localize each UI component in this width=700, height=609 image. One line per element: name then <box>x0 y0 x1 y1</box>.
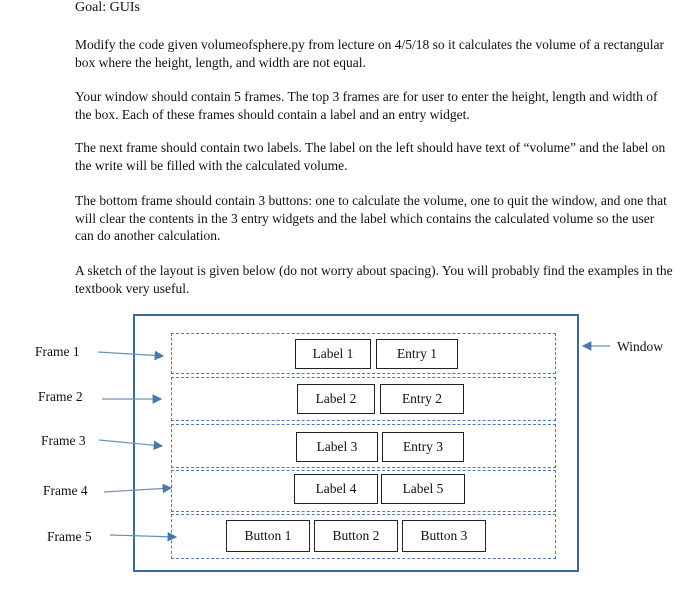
page-heading: Goal: GUIs <box>75 0 140 15</box>
paragraph-2: Your window should contain 5 frames. The top 3 frames are for user to enter the height, length and width of the box. Each of these frames should contain a label and an entry widget. <box>75 89 658 122</box>
sketch-label-2: Label 2 <box>297 384 375 414</box>
sketch-button-1: Button 1 <box>226 520 310 552</box>
frame-1-label: Frame 1 <box>35 344 80 359</box>
window-label: Window <box>617 339 663 354</box>
paragraph-1: Modify the code given volumeofsphere.py from lecture on 4/5/18 so it calculates the volume of a rectangular box where the height, length, and width are not equal. <box>75 37 664 70</box>
sketch-label-3: Label 3 <box>296 432 378 462</box>
frame-1-arrow <box>98 352 163 356</box>
frame-3-arrow <box>99 440 162 446</box>
frame-5-label: Frame 5 <box>47 529 92 544</box>
paragraph-4: The bottom frame should contain 3 buttons: one to calculate the volume, one to quit the window, and one that will clear the contents in the 3 entry widgets and the label which contains the calculated volume so the user can do another calculation. <box>75 193 667 243</box>
sketch-label-4: Label 4 <box>294 474 378 504</box>
frame-4-label: Frame 4 <box>43 483 88 498</box>
frame-5-arrow <box>110 535 176 537</box>
sketch-entry-2: Entry 2 <box>380 384 464 414</box>
sketch-entry-1: Entry 1 <box>376 339 458 369</box>
sketch-label-5: Label 5 <box>381 474 465 504</box>
sketch-entry-3: Entry 3 <box>382 432 464 462</box>
sketch-button-2: Button 2 <box>314 520 398 552</box>
frame-4-arrow <box>104 488 171 492</box>
sketch-label-1: Label 1 <box>295 339 371 369</box>
sketch-button-3: Button 3 <box>402 520 486 552</box>
frame-2-label: Frame 2 <box>38 389 83 404</box>
frame-3-label: Frame 3 <box>41 433 86 448</box>
paragraph-5: A sketch of the layout is given below (do not worry about spacing). You will probably find the examples in the textbook very useful. <box>75 263 673 296</box>
paragraph-3: The next frame should contain two labels. The label on the left should have text of “volume” and the label on the write will be filled with the calculated volume. <box>75 140 666 173</box>
